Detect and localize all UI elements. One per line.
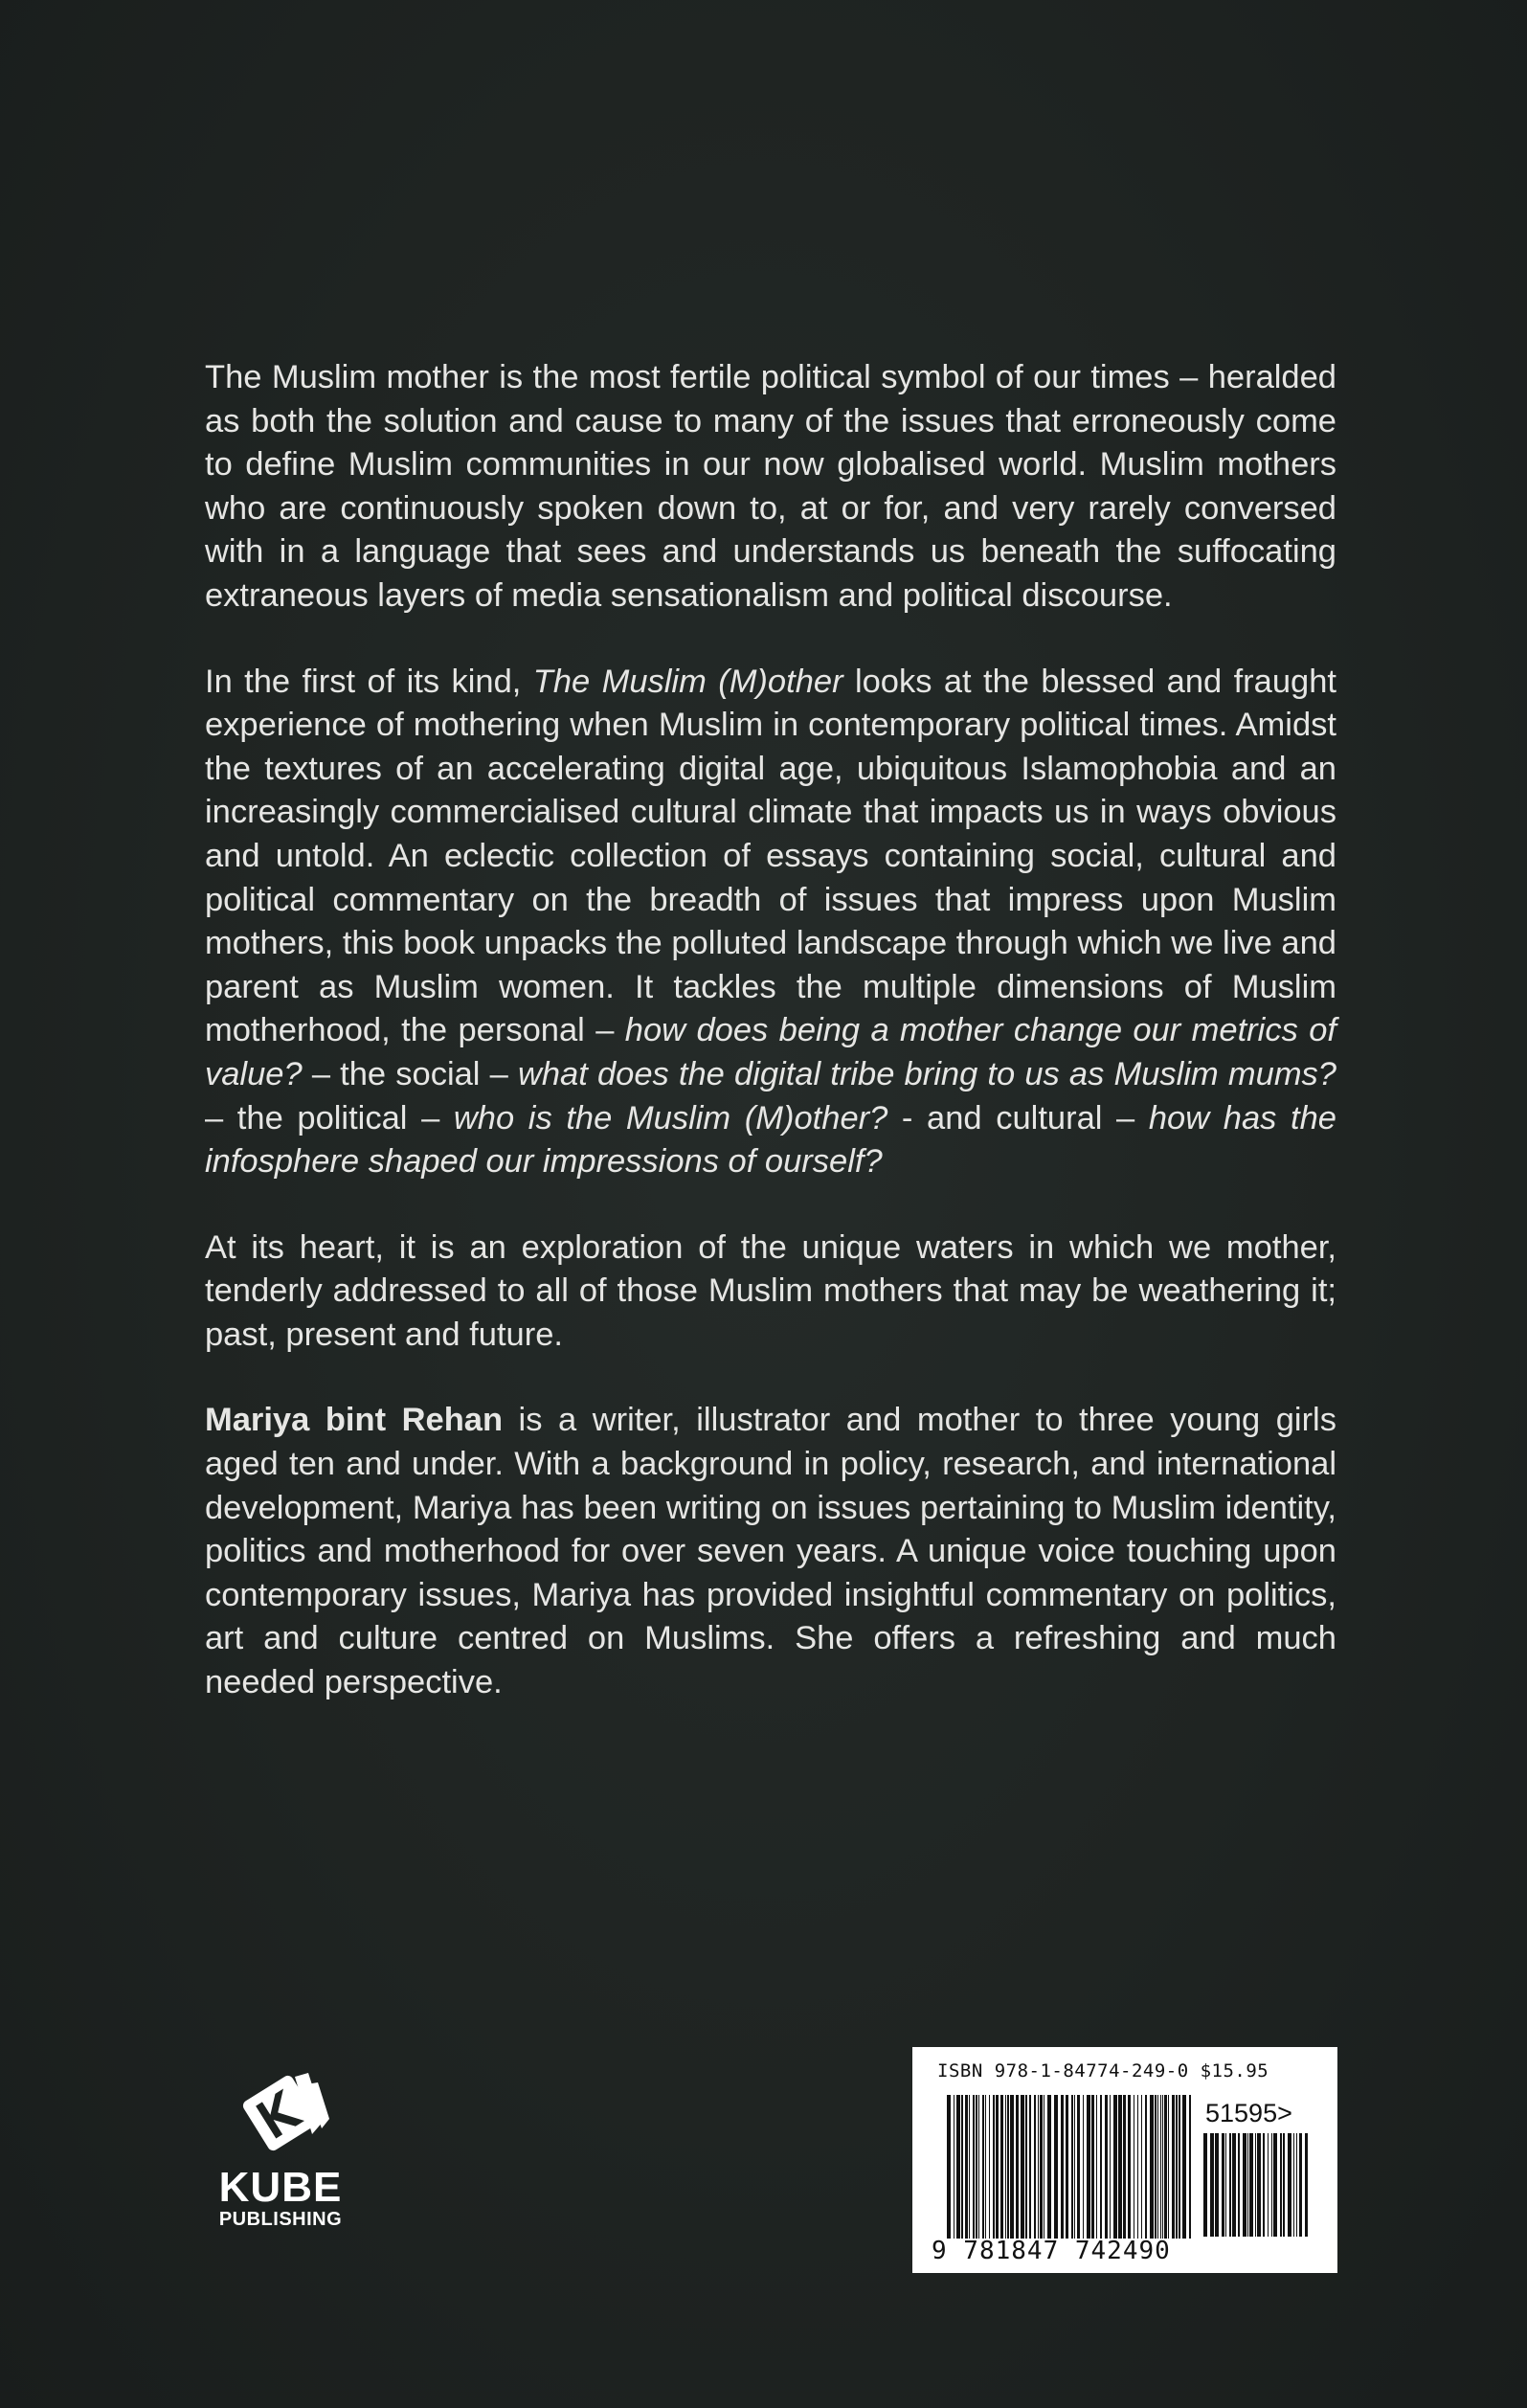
- barcode-panel: [912, 2047, 1337, 2273]
- blurb-p1-text: The Muslim mother is the most fertile political symbol of our times – heralded as both the solution and cause to many of the issues that erroneously come to define Muslim communities in our now globalised world. Muslim mothers who are continuously spoken down to, at or for, and very rarely conversed with in a language that sees and understands us beneath the suffocating extraneous layers of media sensationalism and political discourse.: [205, 359, 1336, 614]
- blurb-p2-text: – the political –: [205, 1099, 454, 1136]
- author-bio: [205, 1399, 1336, 1704]
- book-title-inline: The Muslim (M)other: [532, 663, 843, 700]
- blurb-question: how does being a mother change our metrics of value?: [205, 1012, 1336, 1092]
- author-bio-text: is a writer, illustrator and mother to three young girls aged ten and under. With a background in policy, research, and international development, Mariya has been writing on issues pertaining to Muslim identity, politics and motherhood for over seven years. A unique voice touching upon contemporary issues, Mariya has provided insightful commentary on politics, art and culture centred on Muslims. She offers a refreshing and much needed perspective.: [205, 1402, 1336, 1701]
- blurb-paragraph-3: [205, 1227, 1336, 1358]
- blurb-p2-text: looks at the blessed and fraught experience of mothering when Muslim in contemporary political times. Amidst the textures of an accelerating digital age, ubiquitous Islamophobia and an increasingly commercialised cultural climate that impacts us in ways obvious and untold. An eclectic collection of essays containing social, cultural and political commentary on the breadth of issues that impress upon Muslim mothers, this book unpacks the polluted landscape through which we live and parent as Muslim women. It tackles the multiple dimensions of Muslim motherhood, the personal –: [205, 663, 1337, 1049]
- price-code: 51595>: [1205, 2099, 1292, 2127]
- blurb-question: who is the Muslim (M)other?: [453, 1099, 888, 1136]
- publisher-logo: [209, 2063, 352, 2245]
- blurb-paragraph-1: [205, 356, 1336, 619]
- price-addon-barcode: [1203, 2133, 1311, 2237]
- blurb-question: how has the infosphere shaped our impressions of ourself?: [205, 1099, 1336, 1181]
- ean-barcode: [947, 2095, 1194, 2239]
- publisher-name: KUBE: [218, 2164, 343, 2211]
- blurb-p2-text: - and cultural –: [887, 1099, 1149, 1136]
- publisher-subtitle: PUBLISHING: [218, 2209, 343, 2230]
- blurb-p2-text: – the social –: [302, 1055, 518, 1092]
- author-name: Mariya bint Rehan: [205, 1402, 504, 1439]
- blurb-question: what does the digital tribe bring to us as Muslim mums?: [517, 1055, 1336, 1092]
- kube-logo-icon: [228, 2063, 333, 2159]
- blurb-p3-text: At its heart, it is an exploration of the unique waters in which we mother, tenderly addressed to all of those Muslim mothers that may be weathering it; past, present and future.: [205, 1228, 1336, 1353]
- isbn-price-line: ISBN 978-1-84774-249-0 $15.95: [937, 2060, 1269, 2082]
- blurb-paragraph-2: [205, 661, 1336, 1184]
- blurb-text: [205, 356, 1336, 1705]
- blurb-p2-text: In the first of its kind,: [205, 663, 533, 700]
- ean-digits: 9 781847 742490: [932, 2237, 1171, 2265]
